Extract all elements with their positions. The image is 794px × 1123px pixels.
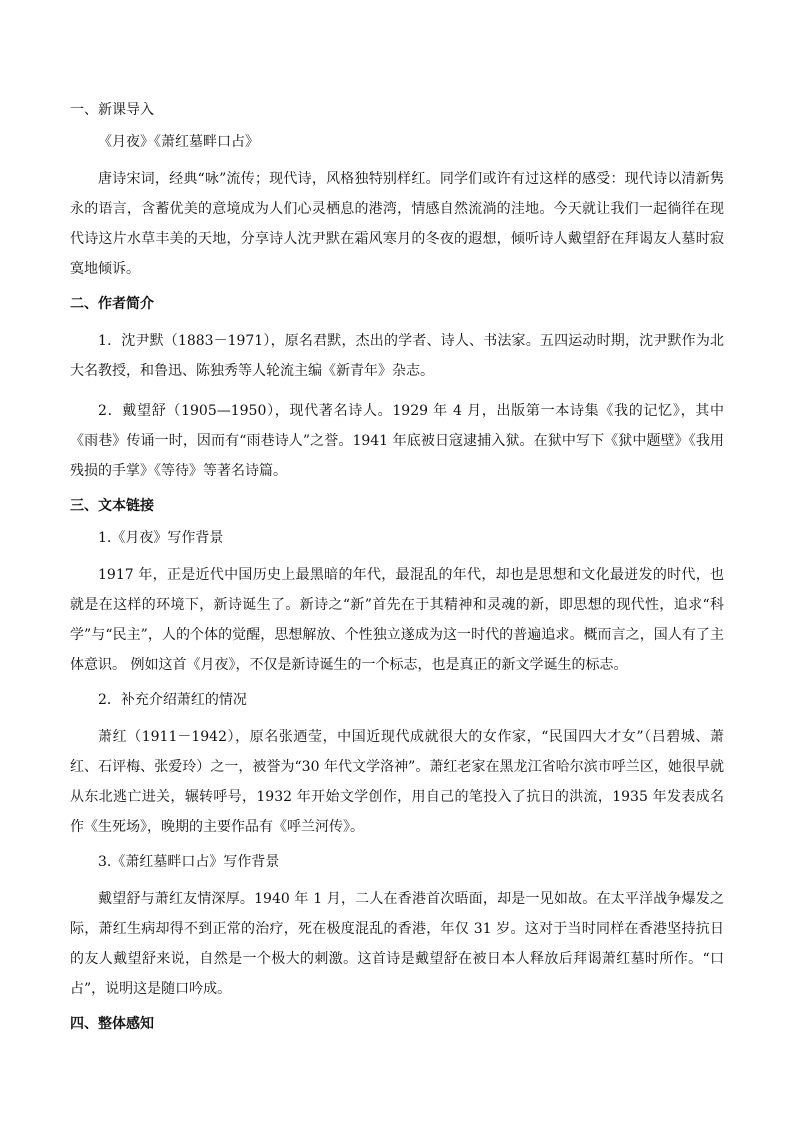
intro-paragraph: 唐诗宋词，经典“咏”流传；现代诗，风格独特别样红。同学们或许有过这样的感受：现代诗以清新隽永的语言，含蓄优美的意境成为人们心灵栖息的港湾，情感自然流淌的洼地。今天就让我们一起徜徉在现代诗这片水草丰美的天地，分享诗人沈尹默在霜风寒月的冬夜的遐想，倾听诗人戴望舒在拜谒友人墓时寂寞地倾诉。 (70, 171, 724, 277)
tomb-poem-background-paragraph: 戴望舒与萧红友情深厚。1940 年 1 月，二人在香港首次晤面，却是一见如故。在太平洋战争爆发之际，萧红生病却得不到正常的治疗，死在极度混乱的香港，年仅 31 岁。这对于当时同样在香港坚持抗日的友人戴望舒来说，自然是一个极大的刺激。这首诗是戴望舒在被日本人释放后拜谒萧红墓时所作。“口占”，说明这是随口吟成。 (70, 891, 724, 997)
section-heading-authors: 二、作者简介 (70, 296, 154, 312)
subheading-xiaohong-info: 2．补充介绍萧红的情况 (98, 692, 247, 708)
author-shen-paragraph: 1．沈尹默（1883－1971），原名君默，杰出的学者、诗人、书法家。五四运动时期，沈尹默作为北大名教授，和鲁迅、陈独秀等人轮流主编《新青年》杂志。 (70, 333, 724, 379)
section-heading-overall: 四、整体感知 (70, 1016, 154, 1032)
author-dai-paragraph: 2．戴望舒（1905—1950），现代著名诗人。1929 年 4 月，出版第一本诗集《我的记忆》，其中《雨巷》传诵一时，因而有“雨巷诗人”之誉。1941 年底被日寇逮捕入狱。在狱中写下《狱中题壁》《我用残损的手掌》《等待》等著名诗篇。 (70, 403, 724, 479)
subheading-tomb-poem-background: 3.《萧红墓畔口占》写作背景 (98, 854, 280, 870)
yueye-background-paragraph: 1917 年，正是近代中国历史上最黑暗的年代，最混乱的年代，却也是思想和文化最迸发的时代，也就是在这样的环境下，新诗诞生了。新诗之“新”首先在于其精神和灵魂的新，即思想的现代性，追求“科学”与“民主”，人的个体的觉醒，思想解放、个性独立遂成为这一时代的普遍追求。概而言之，国人有了主体意识。 例如这首《月夜》，不仅是新诗诞生的一个标志，也是真正的新文学诞生的标志。 (70, 567, 724, 673)
section-heading-text-links: 三、文本链接 (70, 498, 154, 514)
subheading-yueye-background: 1.《月夜》写作背景 (98, 530, 224, 546)
xiaohong-info-paragraph: 萧红（1911－1942），原名张迺莹，中国近现代成就很大的女作家，“民国四大才女”（吕碧城、萧红、石评梅、张爱玲）之一，被誉为“30 年代文学洛神”。萧红老家在黑龙江省哈尔滨市呼兰区，她很早就从东北逃亡进关，辗转呼号，1932 年开始文学创作，用自己的笔投入了抗日的洪流，1935 年发表成名作《生死场》，晚期的主要作品有《呼兰河传》。 (70, 729, 724, 835)
section-heading-intro: 一、新课导入 (70, 102, 154, 118)
poem-titles: 《月夜》《萧红墓畔口占》 (98, 134, 259, 150)
